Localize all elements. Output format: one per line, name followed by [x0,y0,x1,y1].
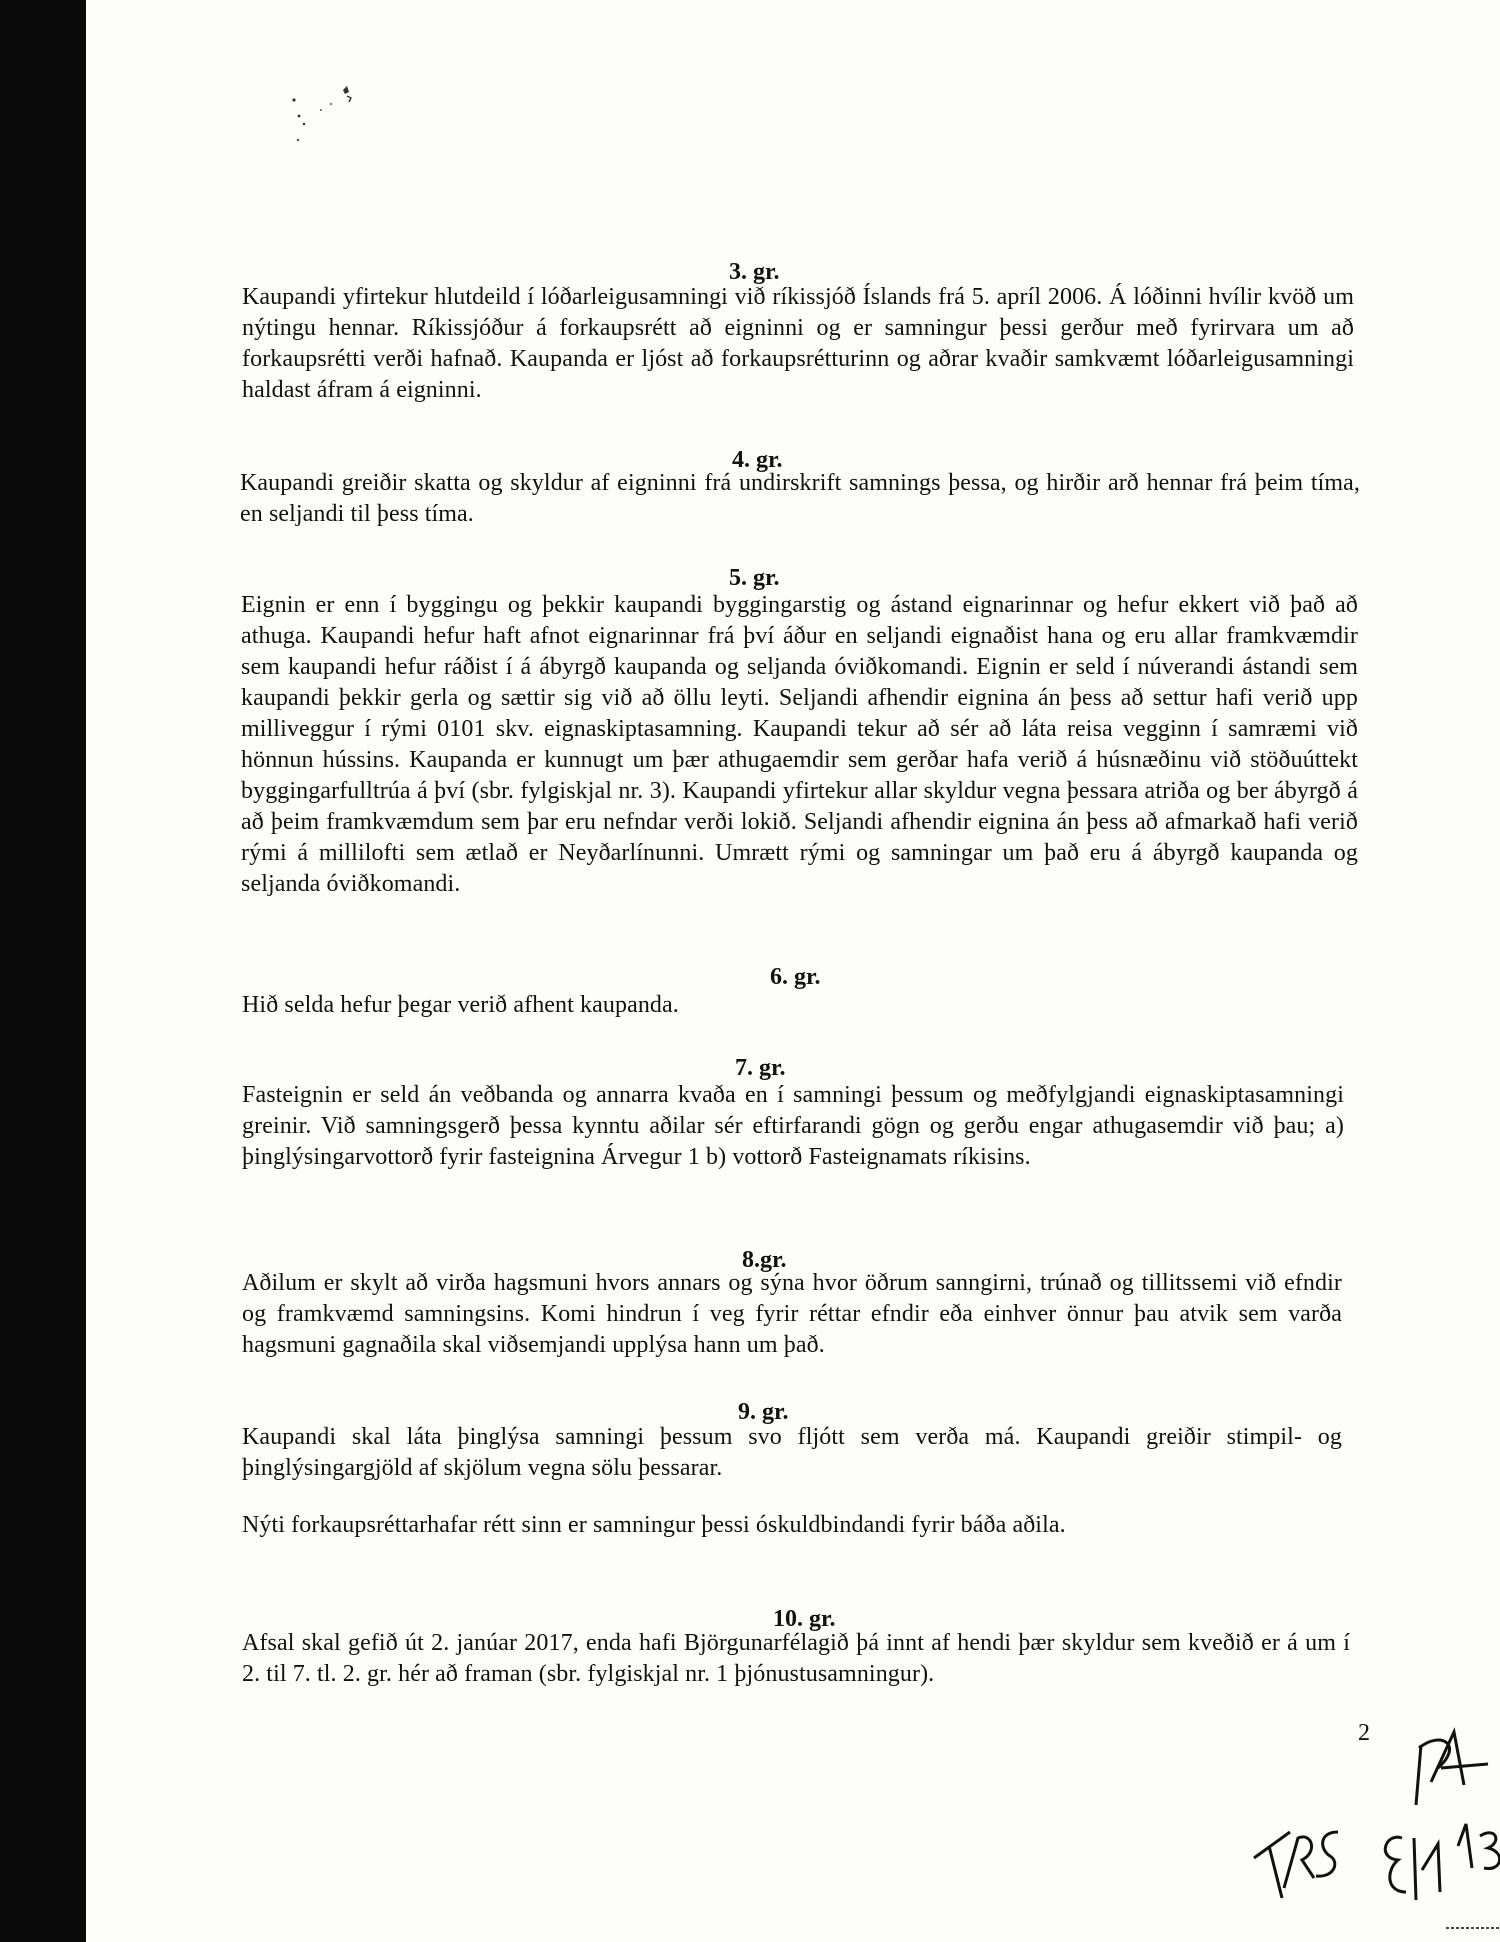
section-heading: 10. gr. [773,1606,836,1632]
section-paragraph: Nýti forkaupsréttarhafar rétt sinn er samningur þessi óskuldbindandi fyrir báða aðila. [242,1512,1066,1538]
section-paragraph: Kaupandi yfirtekur hlutdeild í lóðarleigusamningi við ríkissjóð Íslands frá 5. apríl 2006. Á lóðinni hvílir kvöð um nýtingu hennar. Ríkissjóður á forkaupsrétt að eigninni og er samningur þessi gerður með fyrirvara um að forkaupsrétti verði hafnað. Kaupanda er ljóst að forkaupsrétturinn og aðrar kvaðir samkvæmt lóðarleigusamningi haldast áfram á eigninni. [242,284,1354,403]
section-heading: 7. gr. [735,1055,786,1081]
handwritten-initials-signature [1226,1720,1500,1910]
section-paragraph: Afsal skal gefið út 2. janúar 2017, enda hafi Björgunarfélagið þá innt af hendi þær skyldur sem kveðið er á um í 2. til 7. tl. 2. gr. hér að framan (sbr. fylgiskjal nr. 1 þjónustusamningur). [242,1630,1350,1687]
page-number: 2 [1358,1720,1370,1746]
section-heading: 3. gr. [729,259,780,285]
section-heading: 6. gr. [770,964,821,990]
section-paragraph: Kaupandi greiðir skatta og skyldur af eigninni frá undirskrift samnings þessa, og hirðir arð hennar frá þeim tíma, en seljandi til þess tíma. [240,470,1360,527]
section-paragraph: Kaupandi skal láta þinglýsa samningi þessum svo fljótt sem verða má. Kaupandi greiðir stimpil- og þinglýsingargjöld af skjölum vegna sölu þessarar. [242,1424,1342,1481]
section-paragraph: Eignin er enn í byggingu og þekkir kaupandi byggingarstig og ástand eignarinnar og hefur ekkert við það að athuga. Kaupandi hefur haft afnot eignarinnar frá því áður en seljandi eignaðist hana og eru allar framkvæmdir sem kaupandi hefur ráðist í á ábyrgð kaupanda og seljanda óviðkomandi. Eignin er seld í núverandi ástandi sem kaupandi þekkir gerla og sættir sig við að öllu leyti. Seljandi afhendir eignina án þess að settur hafi verið upp milliveggur í rými 0101 skv. eignaskiptasamning. Kaupandi tekur að sér að láta reisa vegginn í samræmi við hönnun hússins. Kaupanda er kunnugt um þær athugaemdir sem gerðar hafa verið á húsnæðinu við stöðuúttekt byggingarfulltrúa á því (sbr. fylgiskjal nr. 3). Kaupandi yfirtekur allar skyldur vegna þessara atriða og ber ábyrgð á að þeim framkvæmdum sem þar eru nefndar verði lokið. Seljandi afhendir eignina án þess að afmarkað hafi verið rými á millilofti sem ætlað er Neyðarlínunni. Umrætt rými og samningar um það eru á ábyrgð kaupanda og seljanda óviðkomandi. [241,592,1358,897]
section-paragraph: Hið selda hefur þegar verið afhent kaupanda. [242,992,679,1018]
section-heading: 9. gr. [738,1399,789,1425]
scan-speckles [291,82,391,152]
document-page [86,0,1500,1942]
section-heading: 8.gr. [742,1247,787,1273]
section-paragraph: Fasteignin er seld án veðbanda og annarra kvaða en í samningi þessum og meðfylgjandi eignaskiptasamningi greinir. Við samningsgerð þessa kynntu aðilar sér eftirfarandi gögn og gerðu engar athugasemdir við þau; a) þinglýsingarvottorð fyrir fasteignina Árvegur 1 b) vottorð Fasteignamats ríkisins. [242,1082,1344,1170]
scan-dark-edge [0,0,86,1942]
scan-bottom-mark [1446,1925,1500,1931]
section-heading: 4. gr. [732,447,783,473]
section-heading: 5. gr. [729,565,780,591]
section-paragraph: Aðilum er skylt að virða hagsmuni hvors annars og sýna hvor öðrum sanngirni, trúnað og tillitssemi við efndir og framkvæmd samningsins. Komi hindrun í veg fyrir réttar efndir eða einhver önnur þau atvik sem varða hagsmuni gagnaðila skal viðsemjandi upplýsa hann um það. [242,1270,1342,1358]
